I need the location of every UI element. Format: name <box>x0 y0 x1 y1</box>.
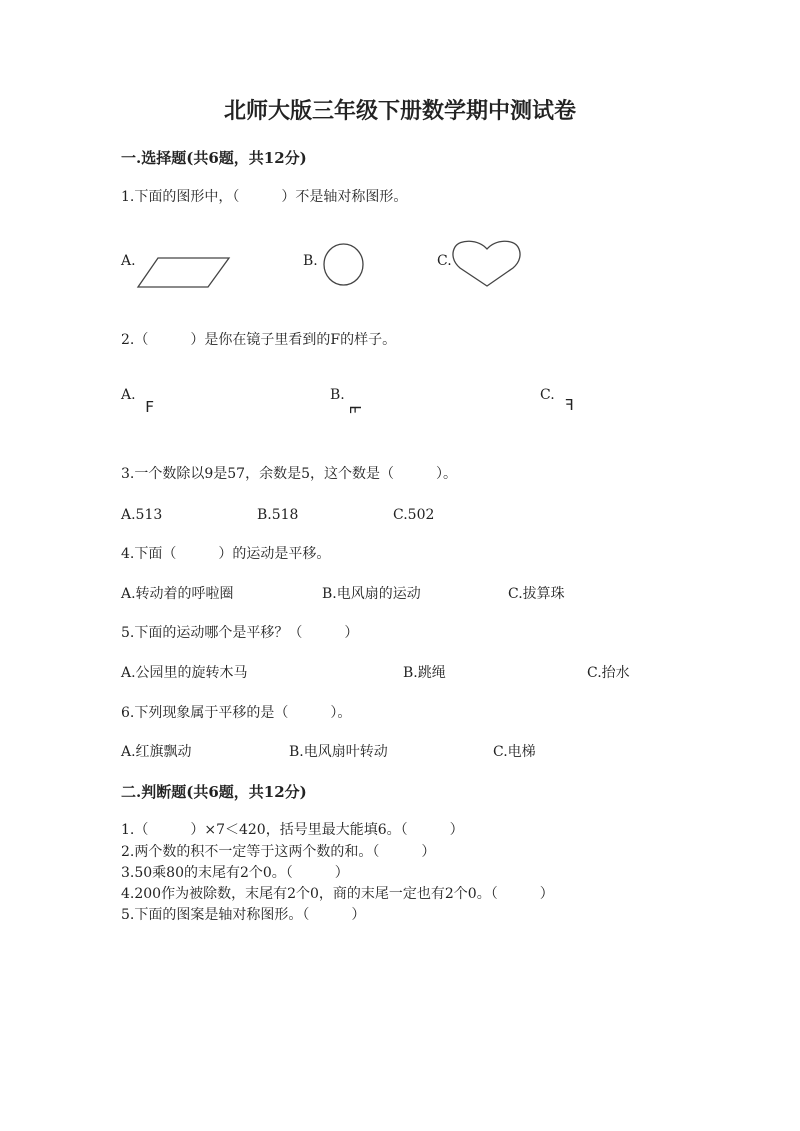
option-1-6-c[interactable]: C.电梯 <box>493 744 536 760</box>
option-1-1-b[interactable]: B. <box>303 253 318 269</box>
option-1-3-b[interactable]: B.518 <box>257 507 299 523</box>
letter-f-rotated: F <box>347 404 366 415</box>
option-1-3-c[interactable]: C.502 <box>393 507 435 523</box>
option-1-2-c[interactable]: C. <box>540 387 555 403</box>
option-1-2-b[interactable]: B. <box>330 387 345 403</box>
letter-f-normal: F <box>145 398 155 416</box>
judge-question-3: 3.50乘80的末尾有2个0。（ ） <box>121 865 349 881</box>
question-1-1: 1.下面的图形中，（ ）不是轴对称图形。 <box>121 189 408 205</box>
question-1-2: 2.（ ）是你在镜子里看到的F的样子。 <box>121 332 397 348</box>
heart-icon <box>450 238 524 290</box>
page-title: 北师大版三年级下册数学期中测试卷 <box>223 98 576 124</box>
judge-question-5: 5.下面的图案是轴对称图形。（ ） <box>121 907 366 923</box>
option-1-5-c[interactable]: C.抬水 <box>587 665 630 681</box>
option-1-2-a[interactable]: A. <box>121 387 136 403</box>
option-1-4-c[interactable]: C.拔算珠 <box>508 586 565 602</box>
question-1-4: 4.下面（ ）的运动是平移。 <box>121 546 331 562</box>
question-1-6: 6.下列现象属于平移的是（ ）。 <box>121 705 352 721</box>
section-2-heading: 二.判断题(共6题，共12分) <box>121 783 307 801</box>
option-1-1-a[interactable]: A. <box>121 253 136 269</box>
question-1-5: 5.下面的运动哪个是平移？（ ） <box>121 625 359 641</box>
option-1-1-c[interactable]: C. <box>437 253 452 269</box>
letter-f-mirrored: F <box>565 396 575 414</box>
option-1-6-b[interactable]: B.电风扇叶转动 <box>289 744 388 760</box>
judge-question-2: 2.两个数的积不一定等于这两个数的和。（ ） <box>121 844 436 860</box>
circle-icon <box>322 242 366 288</box>
option-1-5-a[interactable]: A.公园里的旋转木马 <box>121 665 248 681</box>
question-1-3: 3.一个数除以9是57，余数是5，这个数是（ ）。 <box>121 466 457 482</box>
option-1-3-a[interactable]: A.513 <box>121 507 163 523</box>
section-1-heading: 一.选择题(共6题，共12分) <box>121 149 307 167</box>
judge-question-1: 1.（ ）×7＜420，括号里最大能填6。（ ） <box>121 822 464 838</box>
option-1-4-b[interactable]: B.电风扇的运动 <box>322 586 421 602</box>
parallelogram-icon <box>136 256 232 290</box>
option-1-6-a[interactable]: A.红旗飘动 <box>121 744 192 760</box>
option-1-4-a[interactable]: A.转动着的呼啦圈 <box>121 586 234 602</box>
option-1-5-b[interactable]: B.跳绳 <box>403 665 446 681</box>
judge-question-4: 4.200作为被除数，末尾有2个0，商的末尾一定也有2个0。（ ） <box>121 886 554 902</box>
